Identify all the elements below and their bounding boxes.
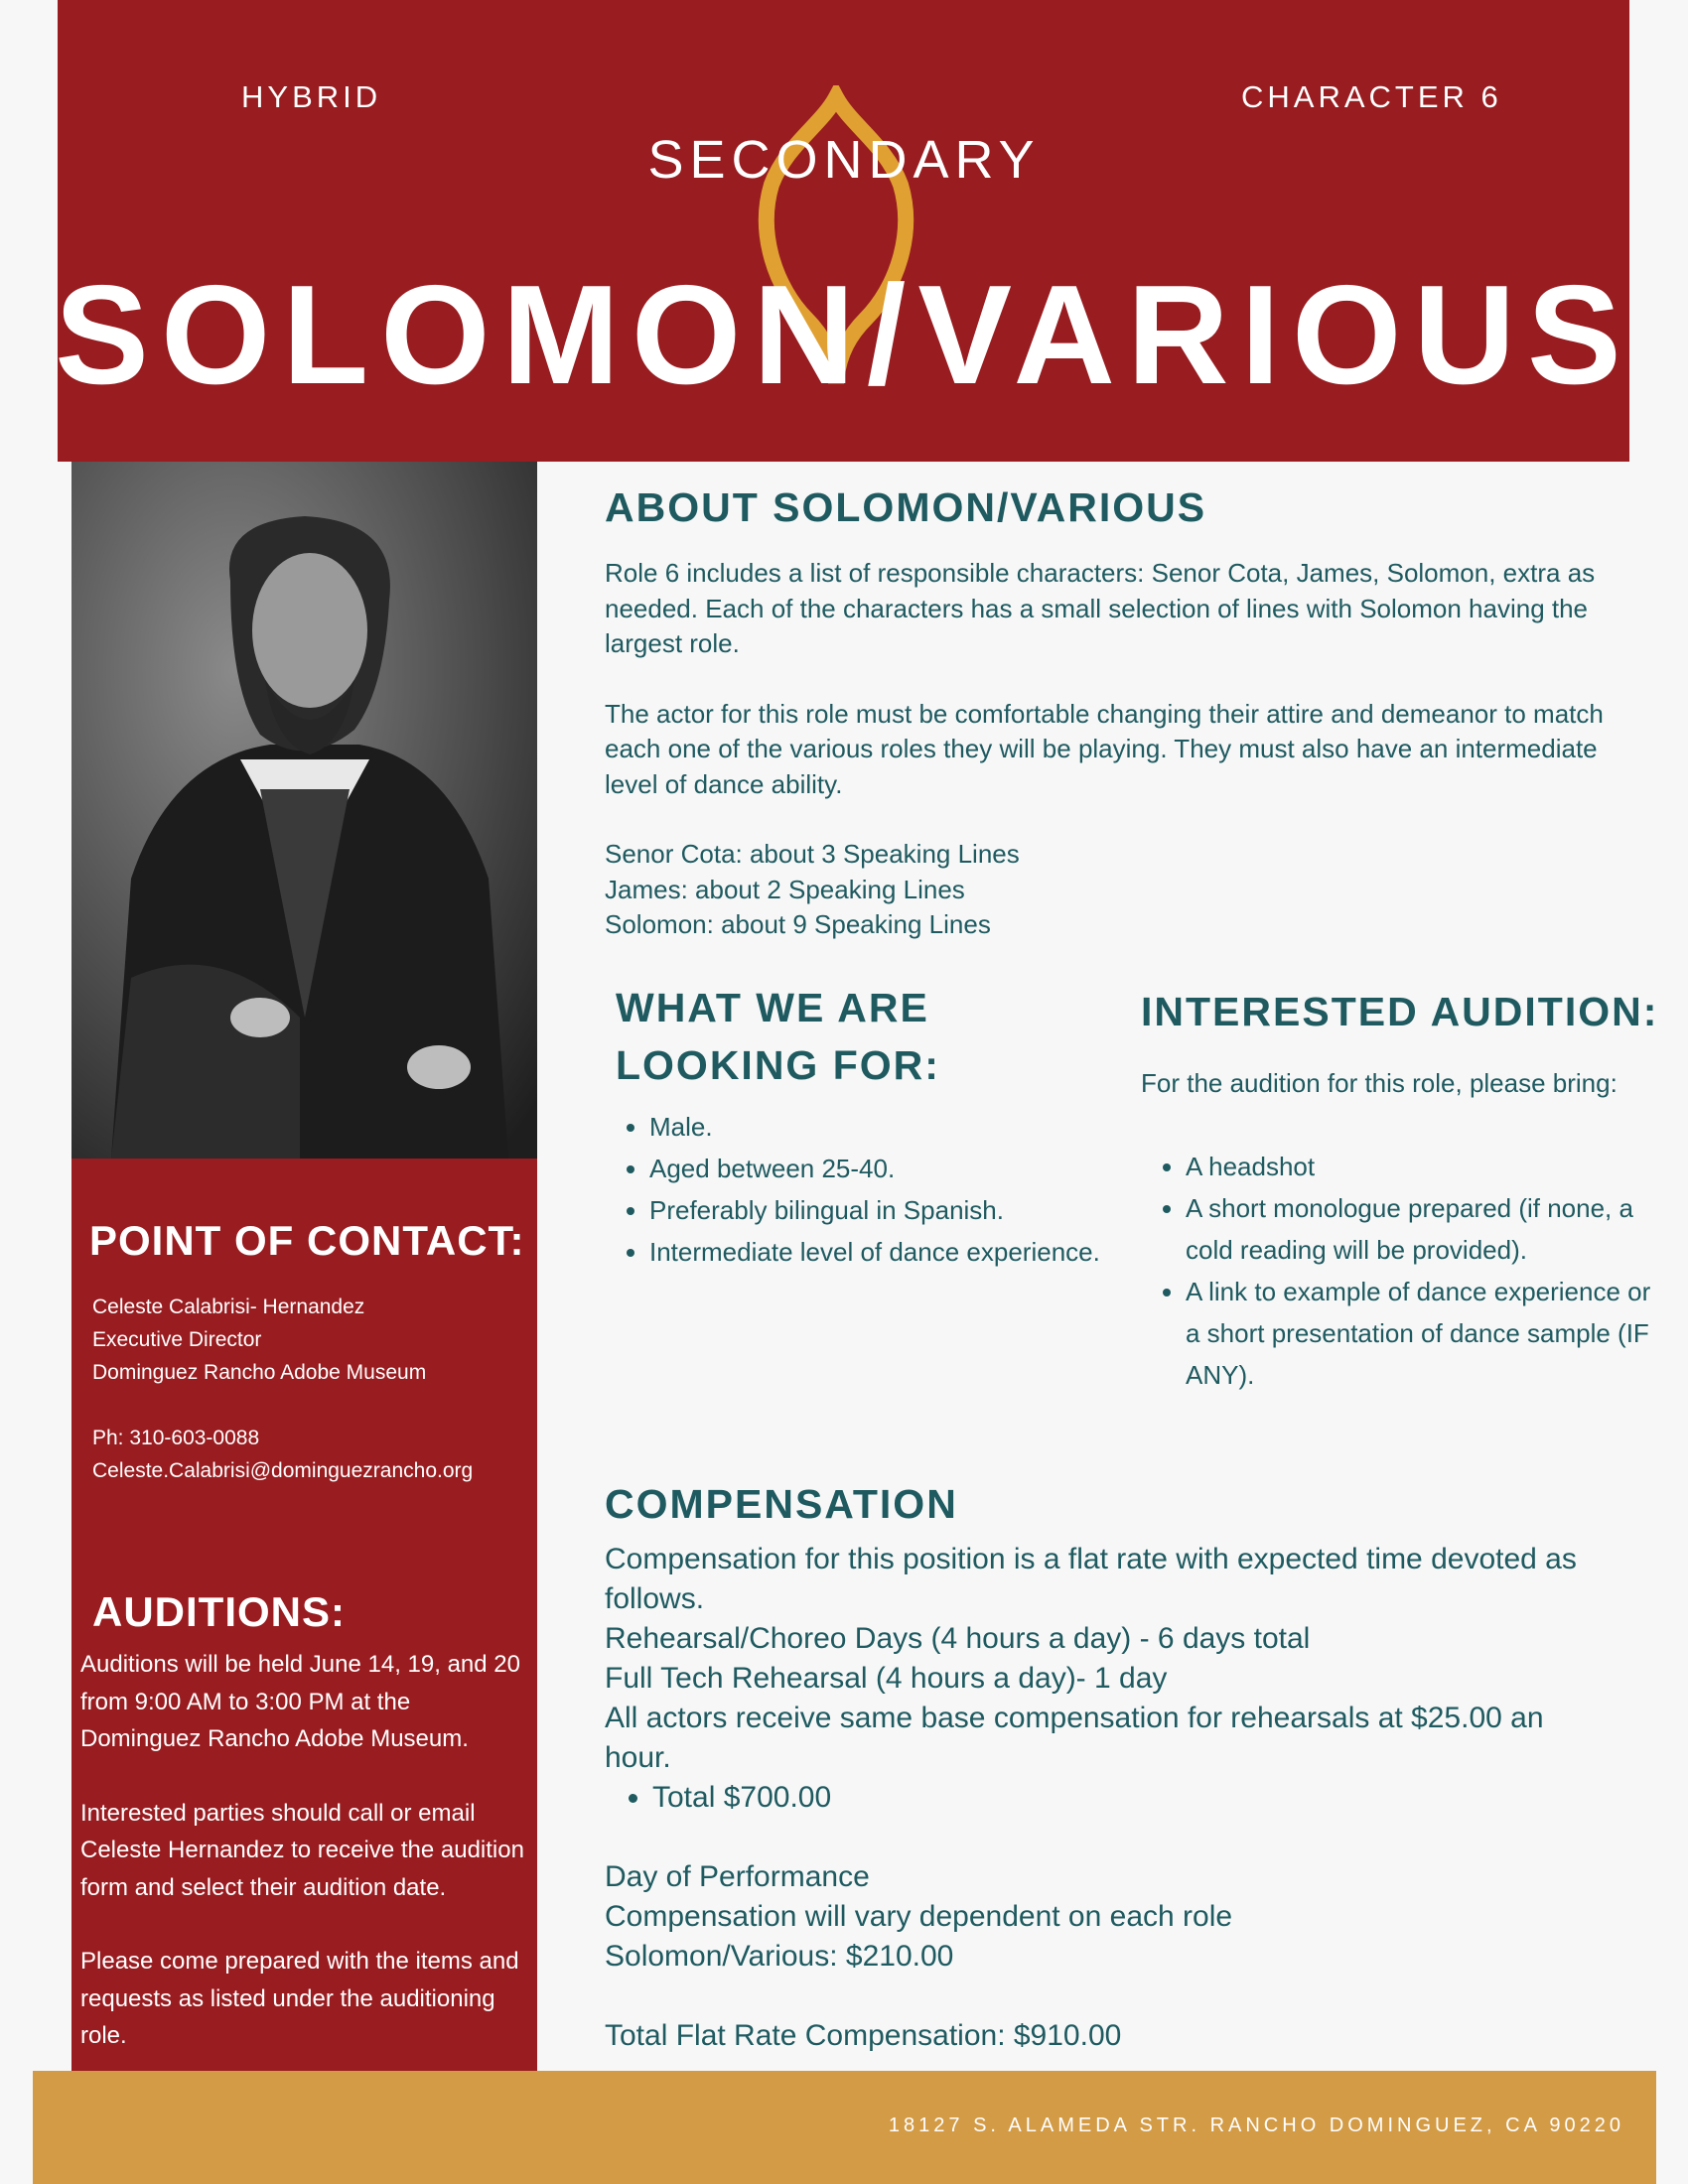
point-of-contact-heading: POINT OF CONTACT: [89,1217,525,1264]
base-rate: All actors receive same base compensation for rehearsals at $25.00 an hour. [605,1702,1544,1774]
list-item: • Preferably bilingual in Spanish. [649,1189,1106,1231]
compensation-body [605,1540,1618,2056]
about-paragraph-requirements: The actor for this role must be comfortable changing their attire and demeanor to match each one of the various roles they will be playing. They must also have an intermediate level of dance ability. [605,698,1604,799]
page-title: SOLOMON/VARIOUS [55,256,1633,414]
speaking-lines-item: James: about 2 Speaking Lines [605,874,965,904]
looking-for-heading: WHAT WE ARE LOOKING FOR: [616,985,940,1088]
about-paragraph-roles: Role 6 includes a list of responsible characters: Senor Cota, James, Solomon, extra as needed. Each of the characters has a small selection of lines with Solomon having the largest role. [605,558,1596,658]
tech-rehearsal: Full Tech Rehearsal (4 hours a day)- 1 day [605,1662,1168,1695]
contact-organization: Dominguez Rancho Adobe Museum [92,1361,427,1384]
compensation-intro: Compensation for this position is a flat rate with expected time devoted as follows. [605,1543,1577,1615]
about-body [605,556,1627,943]
interested-audition-heading: INTERESTED AUDITION: [1141,989,1659,1034]
portrait-image [71,462,537,1159]
speaking-lines-item: Senor Cota: about 3 Speaking Lines [605,839,1020,869]
contact-position: Executive Director [92,1328,262,1351]
list-item: • A headshot [1186,1146,1662,1187]
flat-rate-total: Total Flat Rate Compensation: $910.00 [605,2019,1122,2052]
auditions-details [80,1646,532,2092]
list-item: • Intermediate level of dance experience. [649,1231,1106,1273]
auditions-schedule: Auditions will be held June 14, 19, and 20 from 9:00 AM to 3:00 PM at the Dominguez Rancho Adobe Museum. [80,1651,520,1752]
looking-for-list [616,1106,1106,1273]
portrait-photo [71,462,537,1159]
list-item: • Male. [649,1106,1106,1148]
interested-audition-intro: For the audition for this role, please bring: [1141,1068,1618,1098]
rehearsal-days: Rehearsal/Choreo Days (4 hours a day) - 6 days total [605,1622,1311,1655]
compensation-heading: COMPENSATION [605,1481,958,1527]
contact-phone[interactable]: Ph: 310-603-0088 [92,1427,260,1449]
speaking-lines-item: Solomon: about 9 Speaking Lines [605,909,991,939]
contact-email[interactable]: Celeste.Calabrisi@dominguezrancho.org [92,1459,474,1482]
footer-address: 18127 S. ALAMEDA STR. RANCHO DOMINGUEZ, CA 90220 [888,2115,1624,2136]
performance-role-rate: Solomon/Various: $210.00 [605,1940,954,1973]
rehearsal-total-list [605,1778,1618,1818]
character-number-label: CHARACTER 6 [1241,79,1502,114]
performance-day-title: Day of Performance [605,1860,870,1893]
list-item: • A link to example of dance experience or a short presentation of dance sample (IF ANY). [1186,1271,1662,1396]
secondary-label: SECONDARY [647,130,1041,190]
rehearsal-total: • Total $700.00 [652,1778,1618,1818]
list-item: • A short monologue prepared (if none, a cold reading will be provided). [1186,1187,1662,1271]
about-heading: ABOUT SOLOMON/VARIOUS [605,484,1207,530]
hybrid-label: HYBRID [241,79,382,114]
list-item: • Aged between 25-40. [649,1148,1106,1189]
auditions-instructions: Interested parties should call or email Celeste Hernandez to receive the audition form and select their audition date. [80,1799,524,1901]
contact-details [92,1291,529,1487]
contact-name: Celeste Calabrisi- Hernandez [92,1296,365,1318]
audition-requirements-list [1152,1146,1662,1396]
performance-note: Compensation will vary dependent on each role [605,1900,1233,1933]
auditions-heading: AUDITIONS: [92,1588,346,1635]
auditions-preparation: Please come prepared with the items and requests as listed under the auditioning role. [80,1948,519,2049]
